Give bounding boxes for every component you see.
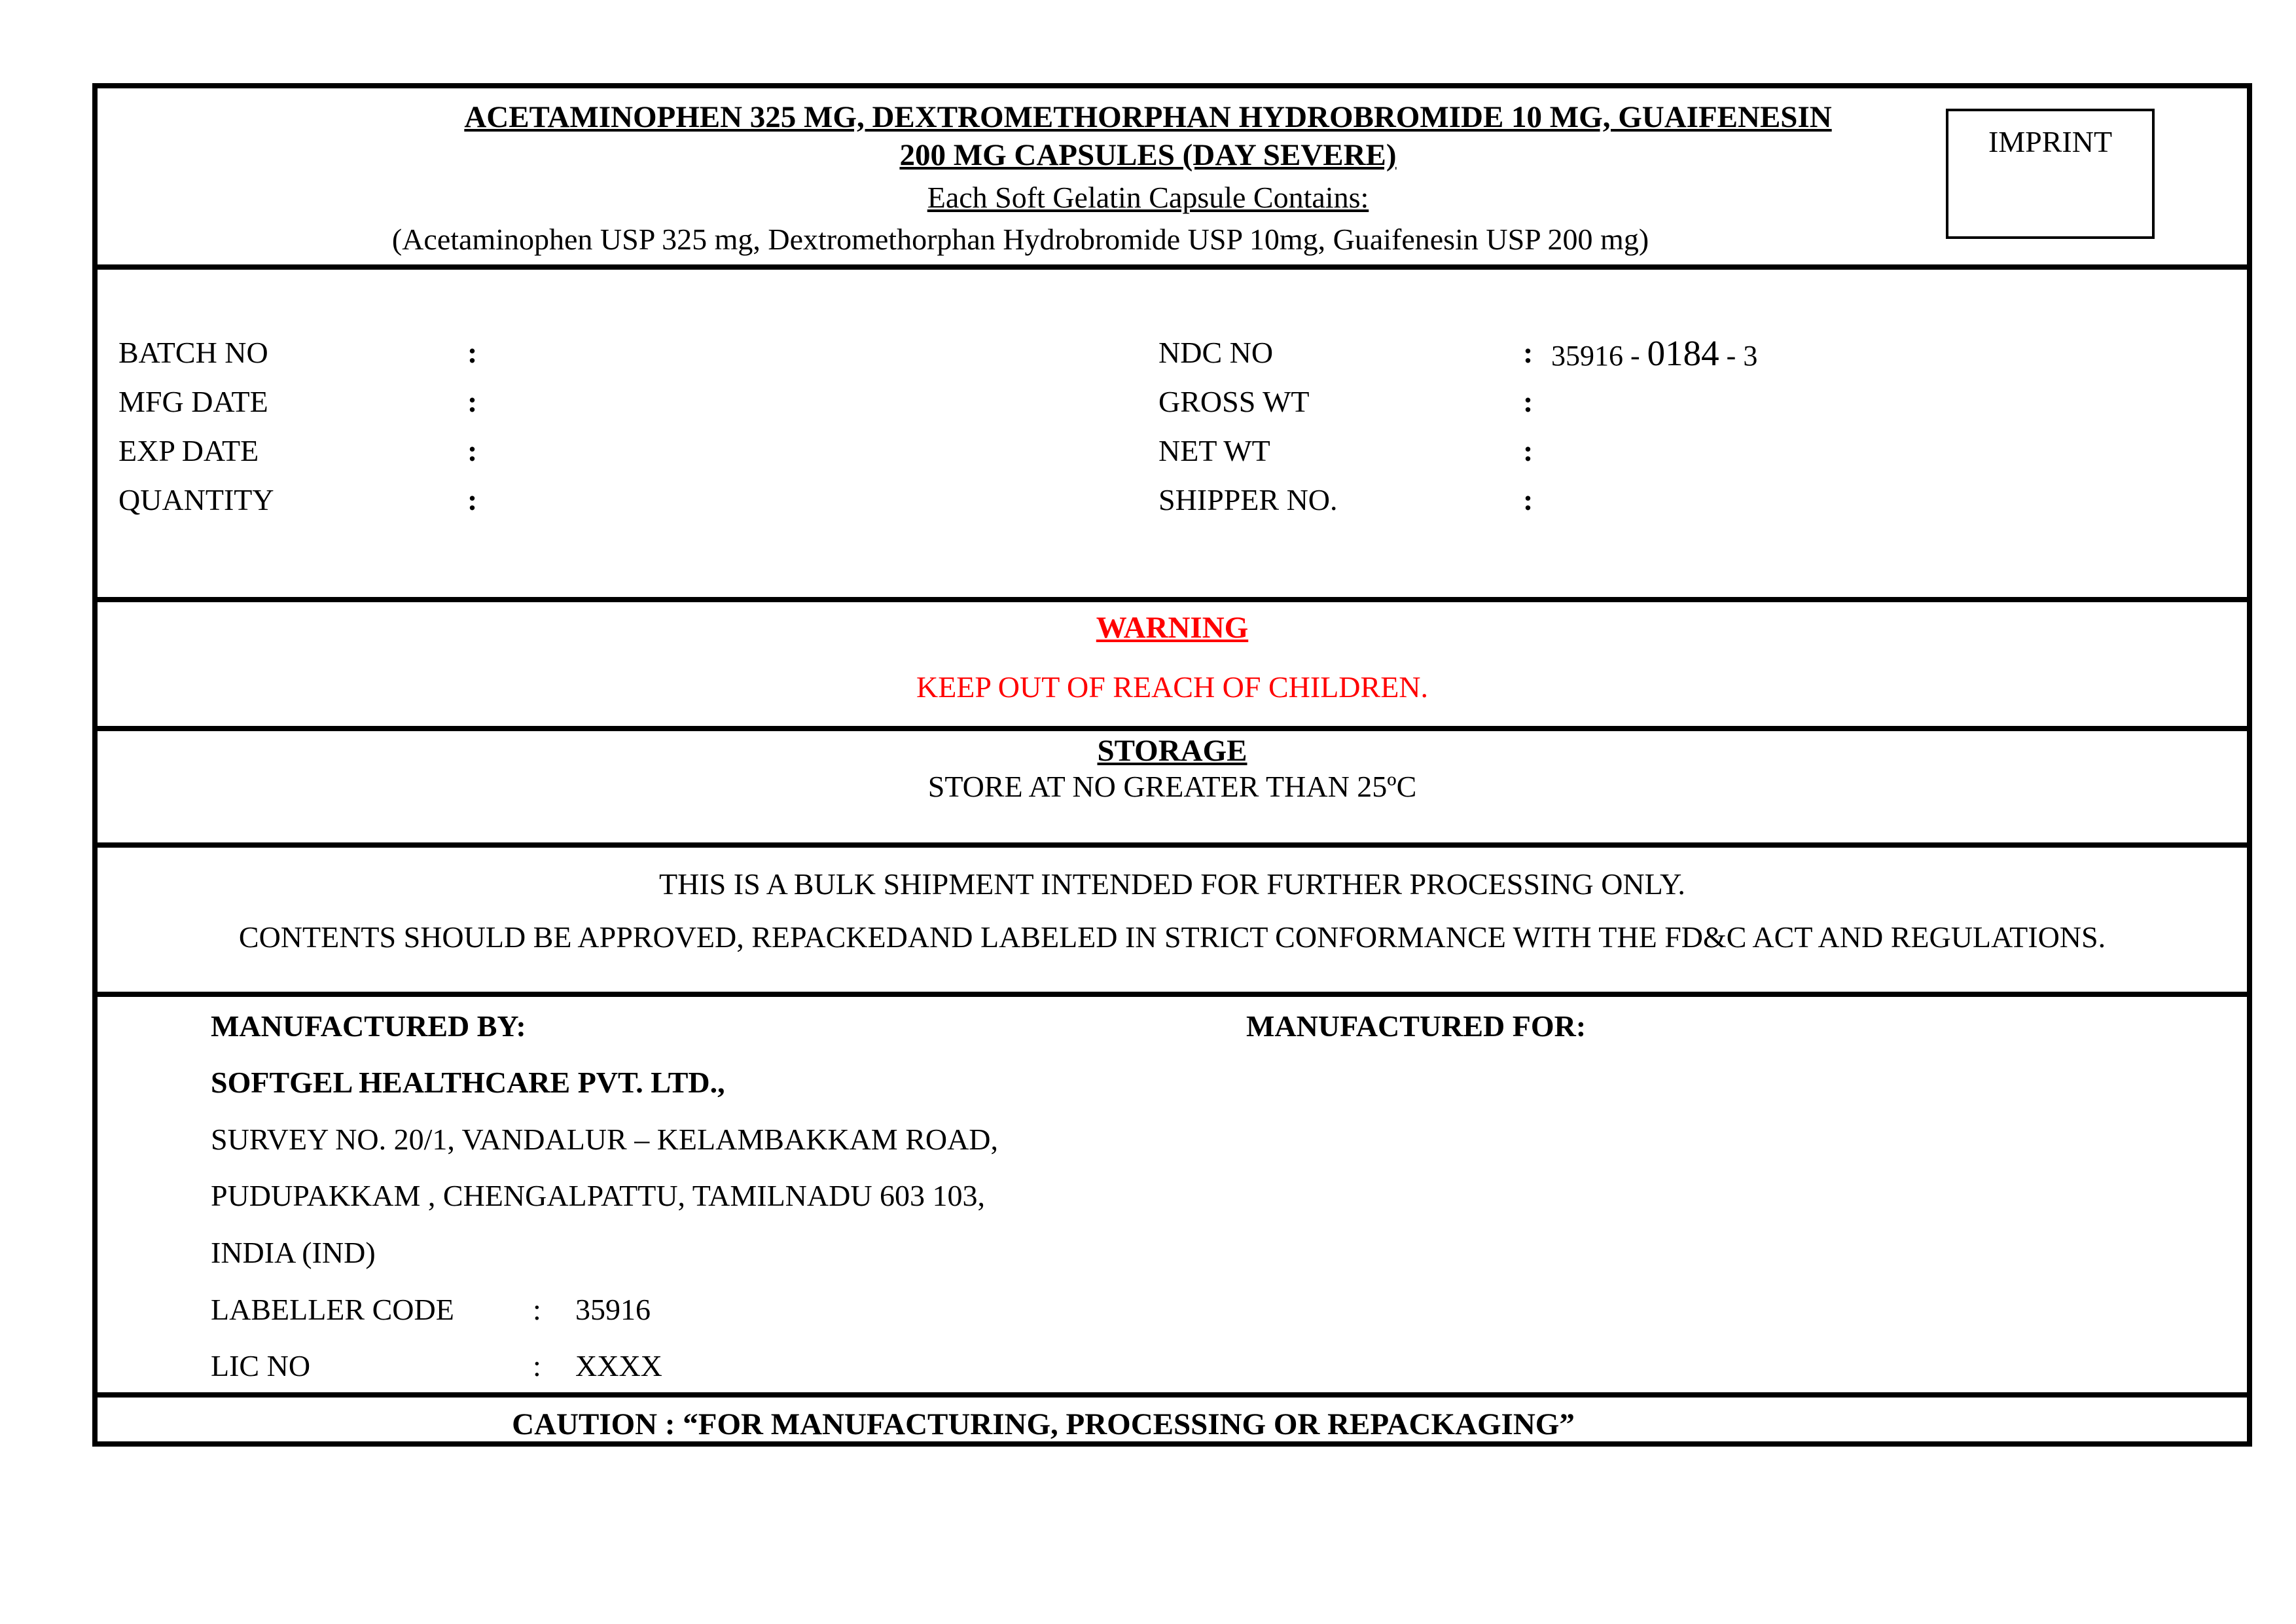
- manufacturer-country: INDIA (IND): [211, 1236, 376, 1269]
- labeller-code-label: LABELLER CODE: [211, 1293, 454, 1326]
- caution-text: CAUTION : “FOR MANUFACTURING, PROCESSING OR REPACKAGING”: [512, 1407, 1575, 1441]
- net-wt-label: NET WT: [1158, 434, 1270, 467]
- bulk-notice-section: [98, 848, 2247, 997]
- bulk-shipment-label: [92, 83, 2252, 1447]
- quantity-row: [118, 482, 1035, 519]
- shipper-no-colon: :: [1523, 483, 1534, 516]
- product-title-line-2: 200 MG CAPSULES (DAY SEVERE): [899, 138, 1397, 172]
- gross-wt-colon: :: [1523, 385, 1534, 418]
- ndc-dash-2: -: [1719, 340, 1744, 372]
- lic-no-label: LIC NO: [211, 1349, 311, 1382]
- storage-text: STORE AT NO GREATER THAN 25ºC: [927, 770, 1417, 803]
- ndc-number: [1551, 333, 1757, 374]
- manufacturer-company: SOFTGEL HEALTHCARE PVT. LTD.,: [211, 1066, 725, 1099]
- shipper-no-label: SHIPPER NO.: [1158, 483, 1338, 516]
- batch-info-section: [98, 270, 2247, 602]
- caution-section: [98, 1398, 2247, 1447]
- lic-no-colon: :: [533, 1349, 541, 1382]
- net-wt-colon: :: [1523, 434, 1534, 467]
- contains-detail: (Acetaminophen USP 325 mg, Dextromethorphan Hydrobromide USP 10mg, Guaifenesin USP 200 mg): [391, 223, 1649, 256]
- contains-label: Each Soft Gelatin Capsule Contains:: [927, 181, 1369, 214]
- ndc-no-colon: :: [1523, 336, 1534, 369]
- warning-text: KEEP OUT OF REACH OF CHILDREN.: [916, 670, 1429, 704]
- title-section: [98, 88, 2247, 270]
- imprint-label: IMPRINT: [1988, 125, 2113, 158]
- mfg-date-label: MFG DATE: [118, 385, 268, 418]
- shipper-no-row: [1158, 482, 2140, 519]
- manufacturer-address-2: PUDUPAKKAM , CHENGALPATTU, TAMILNADU 603 103,: [211, 1179, 986, 1212]
- exp-date-row: [118, 433, 1035, 470]
- gross-wt-label: GROSS WT: [1158, 385, 1310, 418]
- mfg-date-row: [118, 384, 1035, 421]
- mfg-date-colon: :: [467, 385, 478, 418]
- ndc-no-row: [1158, 333, 2140, 372]
- ndc-product-part: 0184: [1647, 333, 1719, 373]
- exp-date-label: EXP DATE: [118, 434, 259, 467]
- batch-no-row: [118, 335, 1035, 372]
- quantity-label: QUANTITY: [118, 483, 274, 516]
- warning-title: WARNING: [1096, 611, 1249, 645]
- ndc-package-part: 3: [1743, 340, 1758, 372]
- product-title-line-1: ACETAMINOPHEN 325 MG, DEXTROMETHORPHAN HYDROBROMIDE 10 MG, GUAIFENESIN: [464, 100, 1832, 134]
- manufacturer-address-1: SURVEY NO. 20/1, VANDALUR – KELAMBAKKAM ROAD,: [211, 1123, 999, 1156]
- warning-section: [98, 602, 2247, 731]
- batch-no-colon: :: [467, 336, 478, 369]
- manufactured-by-heading: MANUFACTURED BY:: [211, 1009, 526, 1043]
- bulk-notice-line-1: THIS IS A BULK SHIPMENT INTENDED FOR FURTHER PROCESSING ONLY.: [659, 867, 1685, 901]
- net-wt-row: [1158, 433, 2140, 470]
- storage-section: [98, 731, 2247, 848]
- batch-no-label: BATCH NO: [118, 336, 268, 369]
- labeller-code-value: 35916: [575, 1293, 651, 1326]
- lic-no-value: XXXX: [575, 1349, 662, 1382]
- imprint-box: [1946, 109, 2155, 239]
- quantity-colon: :: [467, 483, 478, 516]
- manufacturer-section: [98, 997, 2247, 1398]
- labeller-code-colon: :: [533, 1293, 541, 1326]
- gross-wt-row: [1158, 384, 2140, 421]
- storage-title: STORAGE: [1097, 734, 1247, 768]
- manufactured-for-heading: MANUFACTURED FOR:: [1246, 1009, 1587, 1043]
- ndc-no-label: NDC NO: [1158, 336, 1274, 369]
- ndc-dash-1: -: [1623, 340, 1647, 372]
- bulk-notice-line-2: CONTENTS SHOULD BE APPROVED, REPACKEDAND LABELED IN STRICT CONFORMANCE WITH THE FD&C ACT AND REGULATIONS.: [238, 920, 2106, 954]
- exp-date-colon: :: [467, 434, 478, 467]
- ndc-labeler-part: 35916: [1551, 340, 1623, 372]
